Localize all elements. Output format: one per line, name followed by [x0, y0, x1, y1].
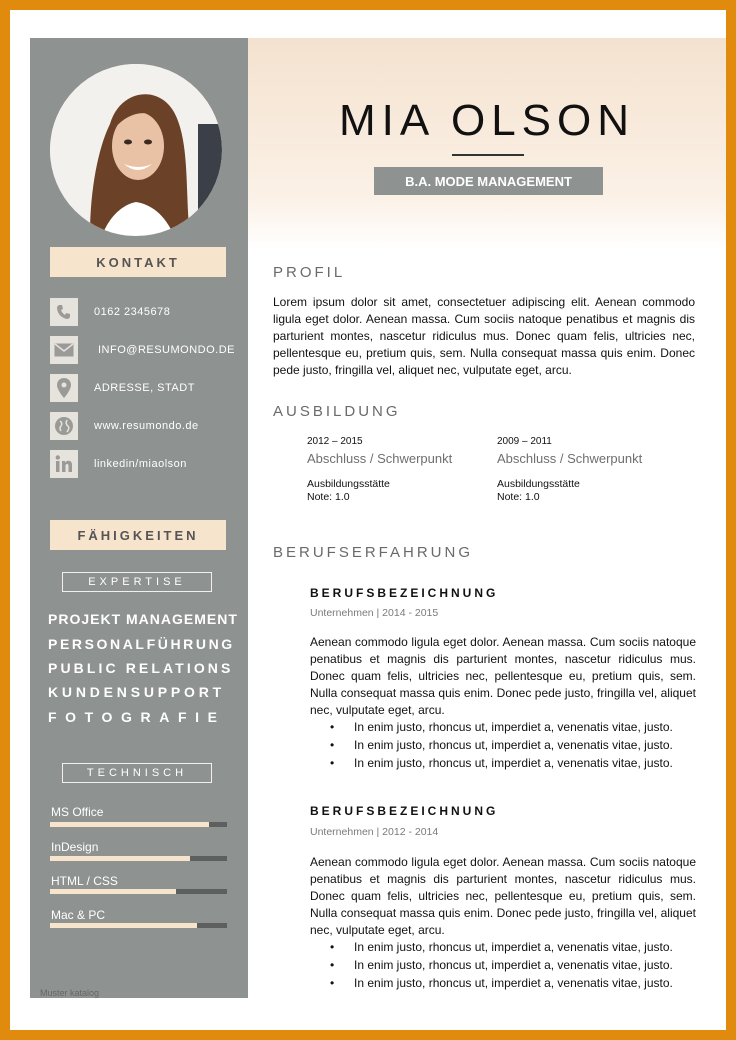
technical-label: TECHNISCH: [62, 763, 212, 783]
skill-item: FOTOGRAFIE: [48, 709, 226, 725]
website-text: www.resumondo.de: [94, 420, 199, 432]
skill-item: PERSONALFÜHRUNG: [48, 636, 235, 652]
linkedin-text: linkedin/miaolson: [94, 458, 187, 470]
address-text: ADRESSE, STADT: [94, 382, 195, 394]
education-place: Ausbildungsstätte: [307, 478, 390, 490]
contact-email: [50, 336, 235, 364]
job-bullets: [330, 720, 673, 774]
job-bullet: • In enim justo, rhoncus ut, imperdiet a, venenatis vitae, justo.: [330, 940, 673, 954]
profile-heading: PROFIL: [273, 264, 346, 281]
education-place: Ausbildungsstätte: [497, 478, 580, 490]
resume-page: [10, 10, 726, 1030]
tech-skill-label: InDesign: [51, 840, 99, 854]
degree-badge: B.A. MODE MANAGEMENT: [374, 167, 603, 195]
job-bullet: • In enim justo, rhoncus ut, imperdiet a, venenatis vitae, justo.: [330, 958, 673, 972]
expertise-label: EXPERTISE: [62, 572, 212, 592]
job-bullets: [330, 940, 673, 994]
education-years: 2012 – 2015: [307, 436, 363, 447]
education-degree: Abschluss / Schwerpunkt: [307, 451, 453, 466]
contact-linkedin: [50, 450, 187, 478]
linkedin-icon: [50, 450, 78, 478]
job-bullet: • In enim justo, rhoncus ut, imperdiet a, venenatis vitae, justo.: [330, 756, 673, 770]
education-years: 2009 – 2011: [497, 436, 552, 447]
tech-skill-label: HTML / CSS: [51, 874, 118, 888]
education-grade: Note: 1.0: [497, 491, 540, 503]
watermark: Muster katalog: [40, 988, 100, 998]
tech-skill-bar: [50, 889, 227, 894]
skill-item: KUNDENSUPPORT: [48, 684, 225, 700]
education-entry: [497, 436, 642, 504]
education-grade: Note: 1.0: [307, 491, 350, 503]
tech-skill-bar: [50, 822, 227, 827]
education-heading: AUSBILDUNG: [273, 403, 401, 420]
tech-skill-bar: [50, 923, 227, 928]
tech-skill-label: MS Office: [51, 805, 104, 819]
skills-heading: FÄHIGKEITEN: [50, 520, 226, 550]
job-company: Unternehmen | 2012 - 2014: [310, 826, 439, 838]
job-company: Unternehmen | 2014 - 2015: [310, 607, 439, 619]
job-description: Aenean commodo ligula eget dolor. Aenean massa. Cum sociis natoque penatibus et magnis dis parturient montes, nascetur ridiculus mus. Donec quam felis, ultricies nec, pellentesque eu, pretium quis, sem. Nulla consequat massa quis enim. Donec pede justo, fringilla vel, aliquet nec, vulputate eget, arcu.: [310, 855, 696, 937]
contact-address: [50, 374, 195, 402]
job-title: BERUFSBEZEICHNUNG: [310, 804, 499, 818]
mail-icon: [50, 336, 78, 364]
phone-icon: [50, 298, 78, 326]
job-bullet: • In enim justo, rhoncus ut, imperdiet a, venenatis vitae, justo.: [330, 738, 673, 752]
job-description: Aenean commodo ligula eget dolor. Aenean massa. Cum sociis natoque penatibus et magnis dis parturient montes, nascetur ridiculus mus. Donec quam felis, ultricies nec, pellentesque eu, pretium quis, sem. Nulla consequat massa quis enim. Donec pede justo, fringilla vel, aliquet nec, vulputate eget, arcu.: [310, 635, 696, 717]
contact-phone: [50, 298, 170, 326]
contact-heading: KONTAKT: [50, 247, 226, 277]
location-icon: [50, 374, 78, 402]
job-bullet: • In enim justo, rhoncus ut, imperdiet a, venenatis vitae, justo.: [330, 720, 673, 734]
profile-text: Lorem ipsum dolor sit amet, consectetuer adipiscing elit. Aenean commodo ligula eget dolor. Aenean massa. Cum sociis natoque penatibus et magnis dis parturient montes, nascetur ridiculus mus. Donec quam felis, ultricies nec, pellentesque eu, pretium quis, sem. Nulla consequat massa quis enim. Donec pede justo, fringilla vel, aliquet nec, vulputate eget, arcu.: [273, 295, 695, 377]
phone-text: 0162 2345678: [94, 306, 171, 318]
name-divider: [452, 154, 524, 156]
contact-website: [50, 412, 199, 440]
skill-item: PUBLIC RELATIONS: [48, 660, 234, 676]
tech-skill-bar: [50, 856, 227, 861]
profile-photo: [50, 64, 222, 236]
person-name: MIA OLSON: [338, 96, 636, 145]
email-text: INFO@RESUMONDO.DE: [98, 344, 236, 356]
education-degree: Abschluss / Schwerpunkt: [497, 451, 643, 466]
job-bullet: • In enim justo, rhoncus ut, imperdiet a, venenatis vitae, justo.: [330, 976, 673, 990]
job-title: BERUFSBEZEICHNUNG: [310, 586, 499, 600]
globe-icon: [50, 412, 78, 440]
experience-heading: BERUFSERFAHRUNG: [273, 544, 474, 561]
education-entry: [307, 436, 452, 504]
tech-skill-label: Mac & PC: [51, 908, 106, 922]
skill-item: PROJEKT MANAGEMENT: [48, 611, 238, 627]
